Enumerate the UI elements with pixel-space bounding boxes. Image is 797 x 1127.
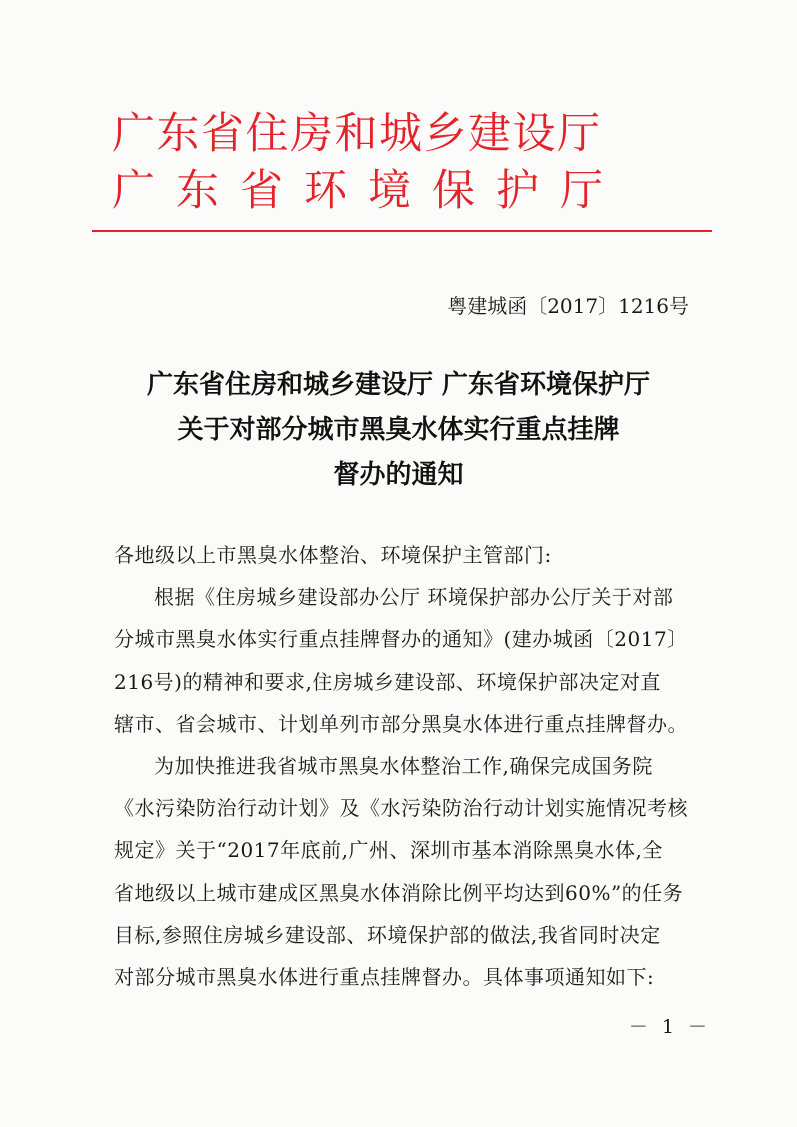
document-title	[0, 363, 797, 498]
body-line: 216号)的精神和要求,住房城乡建设部、环境保护部决定对直	[114, 669, 661, 694]
document-number: 粤建城函〔2017〕1216号	[447, 294, 689, 318]
issuer-header-line-2: 广东省环境保护厅	[112, 166, 624, 216]
body-line: 省地级以上城市建成区黑臭水体消除比例平均达到60%”的任务	[114, 880, 684, 905]
body-line: 《水污染防治行动计划》及《水污染防治行动计划实施情况考核	[114, 796, 688, 821]
body-line: 对部分城市黑臭水体进行重点挂牌督办。具体事项通知如下:	[114, 964, 655, 989]
body-line: 分城市黑臭水体实行重点挂牌督办的通知》(建办城函〔2017〕	[114, 627, 688, 652]
body-line: 目标,参照住房城乡建设部、环境保护部的做法,我省同时决定	[114, 922, 661, 947]
red-divider-rule	[92, 230, 712, 232]
salutation: 各地级以上市黑臭水体整治、环境保护主管部门:	[114, 543, 552, 567]
body-line: 根据《住房城乡建设部办公厅 环境保护部办公厅关于对部	[154, 585, 674, 610]
title-line-3: 督办的通知	[333, 460, 464, 490]
title-line-1: 广东省住房和城乡建设厅 广东省环境保护厅	[146, 370, 651, 400]
page-number: － 1 －	[628, 1016, 711, 1038]
title-line-2: 关于对部分城市黑臭水体实行重点挂牌	[177, 415, 620, 445]
body-line: 为加快推进我省城市黑臭水体整治工作,确保完成国务院	[154, 753, 653, 778]
document-body	[114, 534, 714, 998]
body-line: 规定》关于“2017年底前,广州、深圳市基本消除黑臭水体,全	[114, 838, 663, 863]
issuer-header-line-1: 广东省住房和城乡建设厅	[112, 109, 602, 159]
body-line: 辖市、省会城市、计划单列市部分黑臭水体进行重点挂牌督办。	[114, 711, 688, 736]
